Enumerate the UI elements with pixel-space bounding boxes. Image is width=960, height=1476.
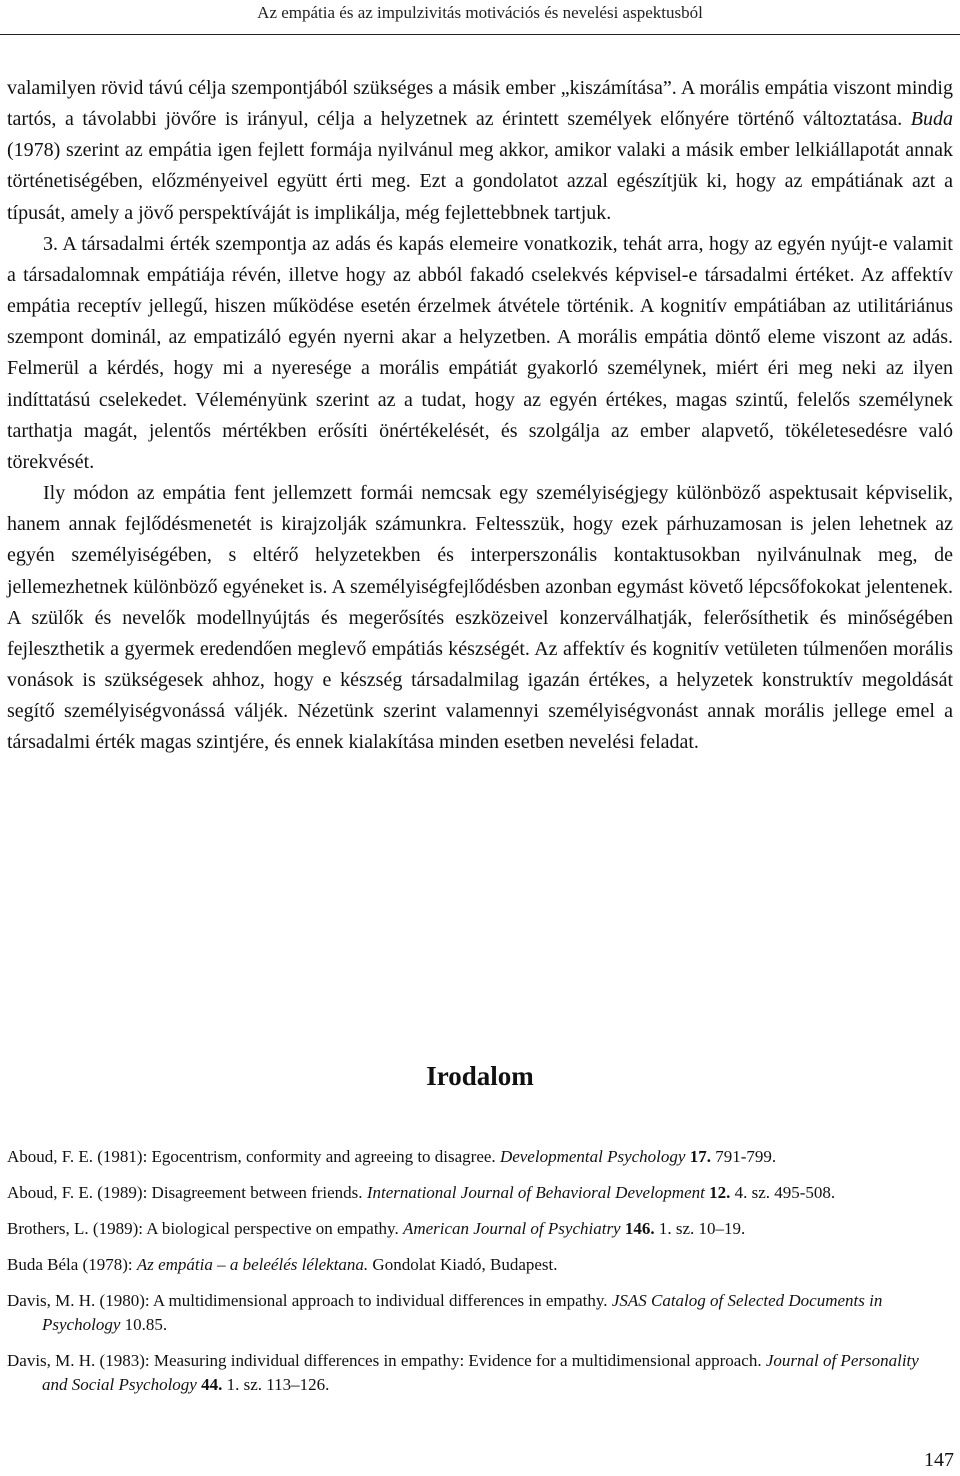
paragraph-3: Ily módon az empátia fent jellemzett formái nemcsak egy személyiségjegy különböző aspektusait képviselik, hanem annak fejlődésmenetét is kirajzolják számunkra. Feltesszük, hogy ezek párhuzamosan is jelen lehetnek az egyén személyiségében, s eltérő helyzetekben és interperszonális kontaktusokban nyilvánulnak meg, de jellemezhetnek különböző egyéneket is. A személyiségfejlődésben azonban egymást követő lépcsőfokokat jelentenek. A szülők és nevelők modellnyújtás és megerősítés eszközeivel konzerválhatják, felerősíthetik és minőségében fejleszthetik a gyermek eredendően meglevő empátiás készségét. Az affektív és kognitív vetületen túlmenően morális vonások is szükségesek ahhoz, hogy e készség társadalmilag igazán értékes, a helyzetek konstruktív megoldását segítő személyiségvonássá váljék. Nézetünk szerint valamennyi személyiségvonást annak morális jellege emel a társadalmi érték magas szintjére, és ennek kialakítása minden esetben nevelési feladat. bbox=[7, 482, 953, 754]
reference-source: International Journal of Behavioral Development bbox=[366, 1183, 705, 1202]
reference-authors: Brothers, L. (1989): A biological perspective on empathy. bbox=[7, 1219, 403, 1238]
section-title: Irodalom bbox=[426, 1061, 534, 1091]
reference-item bbox=[7, 1253, 942, 1277]
reference-volume: 44. bbox=[196, 1375, 223, 1394]
reference-list bbox=[7, 1145, 942, 1409]
reference-source: Developmental Psychology bbox=[499, 1147, 686, 1166]
reference-authors: Davis, M. H. (1983): Measuring individual differences in empathy: Evidence for a multidimensional approach. bbox=[7, 1351, 766, 1370]
reference-source: Az empátia – a beleélés lélektana. bbox=[136, 1255, 369, 1274]
paragraph-1-text-a: valamilyen rövid távú célja szempontjából szükséges a másik ember „kiszámítása”. A morális empátia viszont mindig tartós, a távolabbi jövőre is irányul, célja a helyzetnek az érintett személyek előnyére történő változtatása. bbox=[7, 77, 953, 131]
reference-volume: 17. bbox=[685, 1147, 711, 1166]
reference-item bbox=[7, 1145, 942, 1169]
reference-rest: 791-799. bbox=[710, 1147, 777, 1166]
paragraph-1 bbox=[7, 73, 953, 229]
reference-volume: 146. bbox=[620, 1219, 655, 1238]
reference-item bbox=[7, 1289, 942, 1337]
reference-rest: Gondolat Kiadó, Budapest. bbox=[368, 1255, 558, 1274]
reference-rest: 1. sz. 113–126. bbox=[222, 1375, 330, 1394]
cited-author: Buda bbox=[910, 108, 953, 131]
reference-item bbox=[7, 1349, 942, 1397]
reference-source: JSAS Catalog of Selected Documents in Psychology bbox=[42, 1291, 883, 1334]
reference-rest: 4. sz. 495-508. bbox=[730, 1183, 836, 1202]
reference-authors: Aboud, F. E. (1981): Egocentrism, conformity and agreeing to disagree. bbox=[7, 1147, 500, 1166]
reference-authors: Buda Béla (1978): bbox=[7, 1255, 137, 1274]
running-header: Az empátia és az impulzivitás motivációs és nevelési aspektusból bbox=[257, 3, 703, 22]
reference-rest: 10.85. bbox=[120, 1315, 168, 1334]
header-rule bbox=[0, 34, 960, 35]
page-number: 147 bbox=[924, 1449, 954, 1471]
reference-source: American Journal of Psychiatry bbox=[402, 1219, 621, 1238]
paragraph-1-text-b: (1978) szerint az empátia igen fejlett formája nyilvánul meg akkor, amikor valaki a másik ember lelkiállapotát annak történetiségében, előzményeivel együtt érti meg. Ezt a gondolatot azzal egészítjük ki, hogy az empátiának azt a típusát, amely a jövő perspektíváját is implikálja, még fejlettebbnek tartjuk. bbox=[7, 139, 953, 224]
reference-authors: Aboud, F. E. (1989): Disagreement between friends. bbox=[7, 1183, 367, 1202]
reference-source: Journal of Personality and Social Psychology bbox=[42, 1351, 919, 1394]
paragraph-2: 3. A társadalmi érték szempontja az adás és kapás elemeire vonatkozik, tehát arra, hogy az egyén nyújt-e valamit a társadalomnak empátiája révén, illetve hogy az abból fakadó cselekvés képvisel-e társadalmi értéket. Az affektív empátia receptív jellegű, hiszen működése esetén érzelmek átvétele történik. A kognitív empátiában az utilitáriánus szempont dominál, az empatizáló egyén nyerni akar a helyzetben. A morális empátia döntő eleme viszont az adás. Felmerül a kérdés, hogy mi a nyeresége a morális empátiát gyakorló személynek, miért éri meg neki az ilyen indíttatású cselekedet. Véleményünk szerint az a tudat, hogy az egyén értékes, magas szintű, felelős személynek tarthatja magát, jelentős mértékben erősíti önértékelését, és szolgálja az ember alapvető, tökéletesedésre való törekvését. bbox=[7, 232, 953, 473]
body-text bbox=[7, 73, 953, 758]
reference-item bbox=[7, 1181, 942, 1205]
reference-authors: Davis, M. H. (1980): A multidimensional approach to individual differences in empathy. bbox=[7, 1291, 612, 1310]
reference-rest: 1. sz. 10–19. bbox=[654, 1219, 746, 1238]
reference-volume: 12. bbox=[704, 1183, 731, 1202]
reference-item bbox=[7, 1217, 942, 1241]
